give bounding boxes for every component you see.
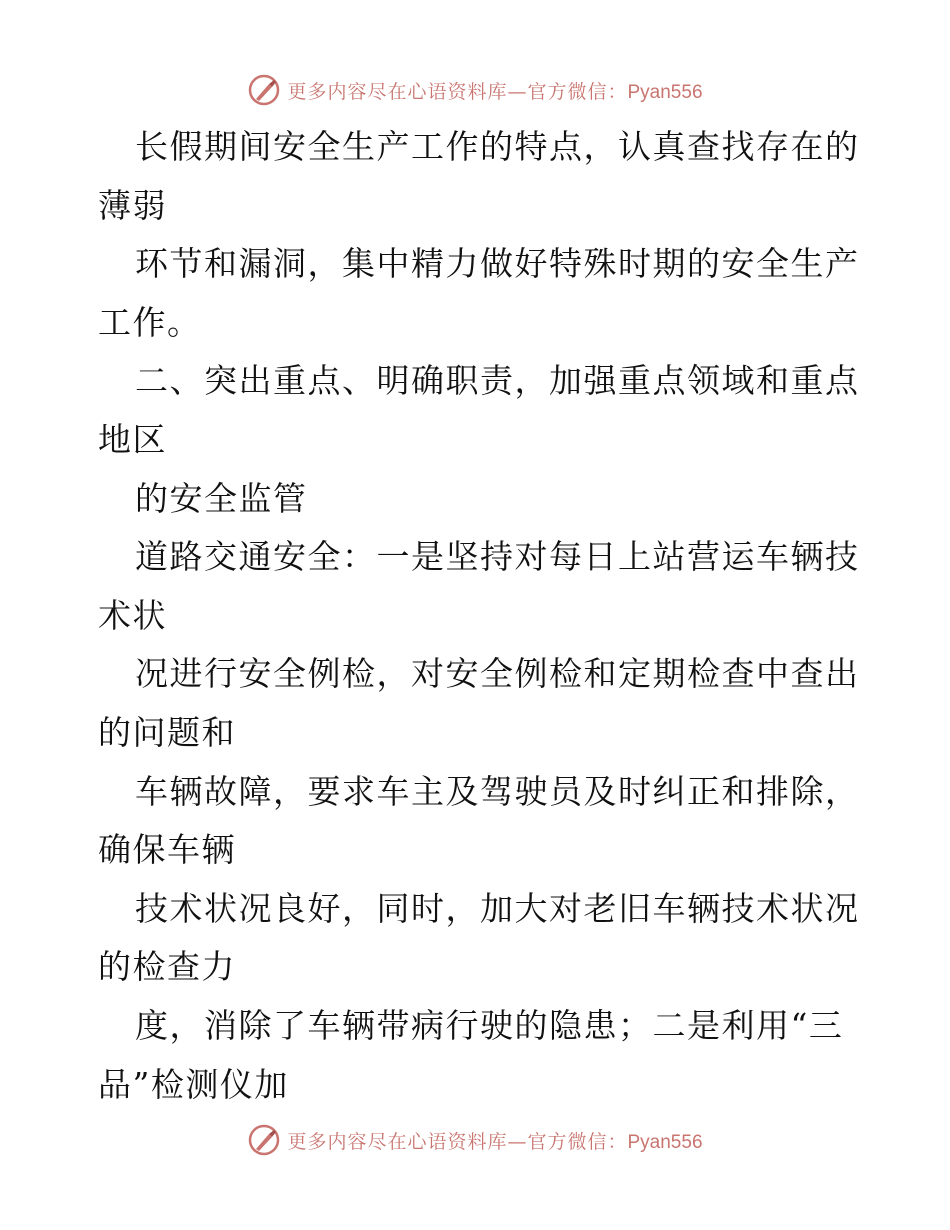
text-line: 的问题和 [98, 712, 236, 752]
watermark-text: 更多内容尽在心语资料库—官方微信：Pyan556 [287, 1130, 703, 1153]
text-line: 薄弱 [98, 185, 167, 225]
pen-logo-icon [247, 73, 281, 107]
document-body [98, 118, 858, 1114]
text-line: 道路交通安全：一是坚持对每日上站营运车辆技 [135, 537, 860, 577]
text-line: 的安全监管 [135, 478, 308, 518]
text-line: 术状 [98, 595, 167, 635]
text-line: 技术状况良好，同时，加大对老旧车辆技术状况 [135, 888, 860, 928]
footer-watermark [0, 1120, 950, 1160]
text-line: 工作。 [98, 302, 202, 342]
text-line: 车辆故障，要求车主及驾驶员及时纠正和排除， [135, 771, 860, 811]
text-line: 的检查力 [98, 947, 236, 987]
watermark-text: 更多内容尽在心语资料库—官方微信：Pyan556 [287, 80, 703, 103]
pen-logo-icon [247, 1123, 281, 1157]
text-line: 况进行安全例检，对安全例检和定期检查中查出 [135, 654, 860, 694]
text-line: 长假期间安全生产工作的特点，认真查找存在的 [135, 127, 860, 166]
text-line: 确保车辆 [98, 830, 236, 870]
text-line: 地区 [98, 419, 167, 459]
text-line: 度，消除了车辆带病行驶的隐患；二是利用“三 [135, 1005, 844, 1045]
text-line: 品”检测仪加 [98, 1064, 289, 1104]
header-watermark [0, 70, 950, 110]
text-line: 环节和漏洞，集中精力做好特殊时期的安全生产 [135, 244, 860, 284]
text-line: 二、突出重点、明确职责，加强重点领域和重点 [135, 361, 860, 401]
